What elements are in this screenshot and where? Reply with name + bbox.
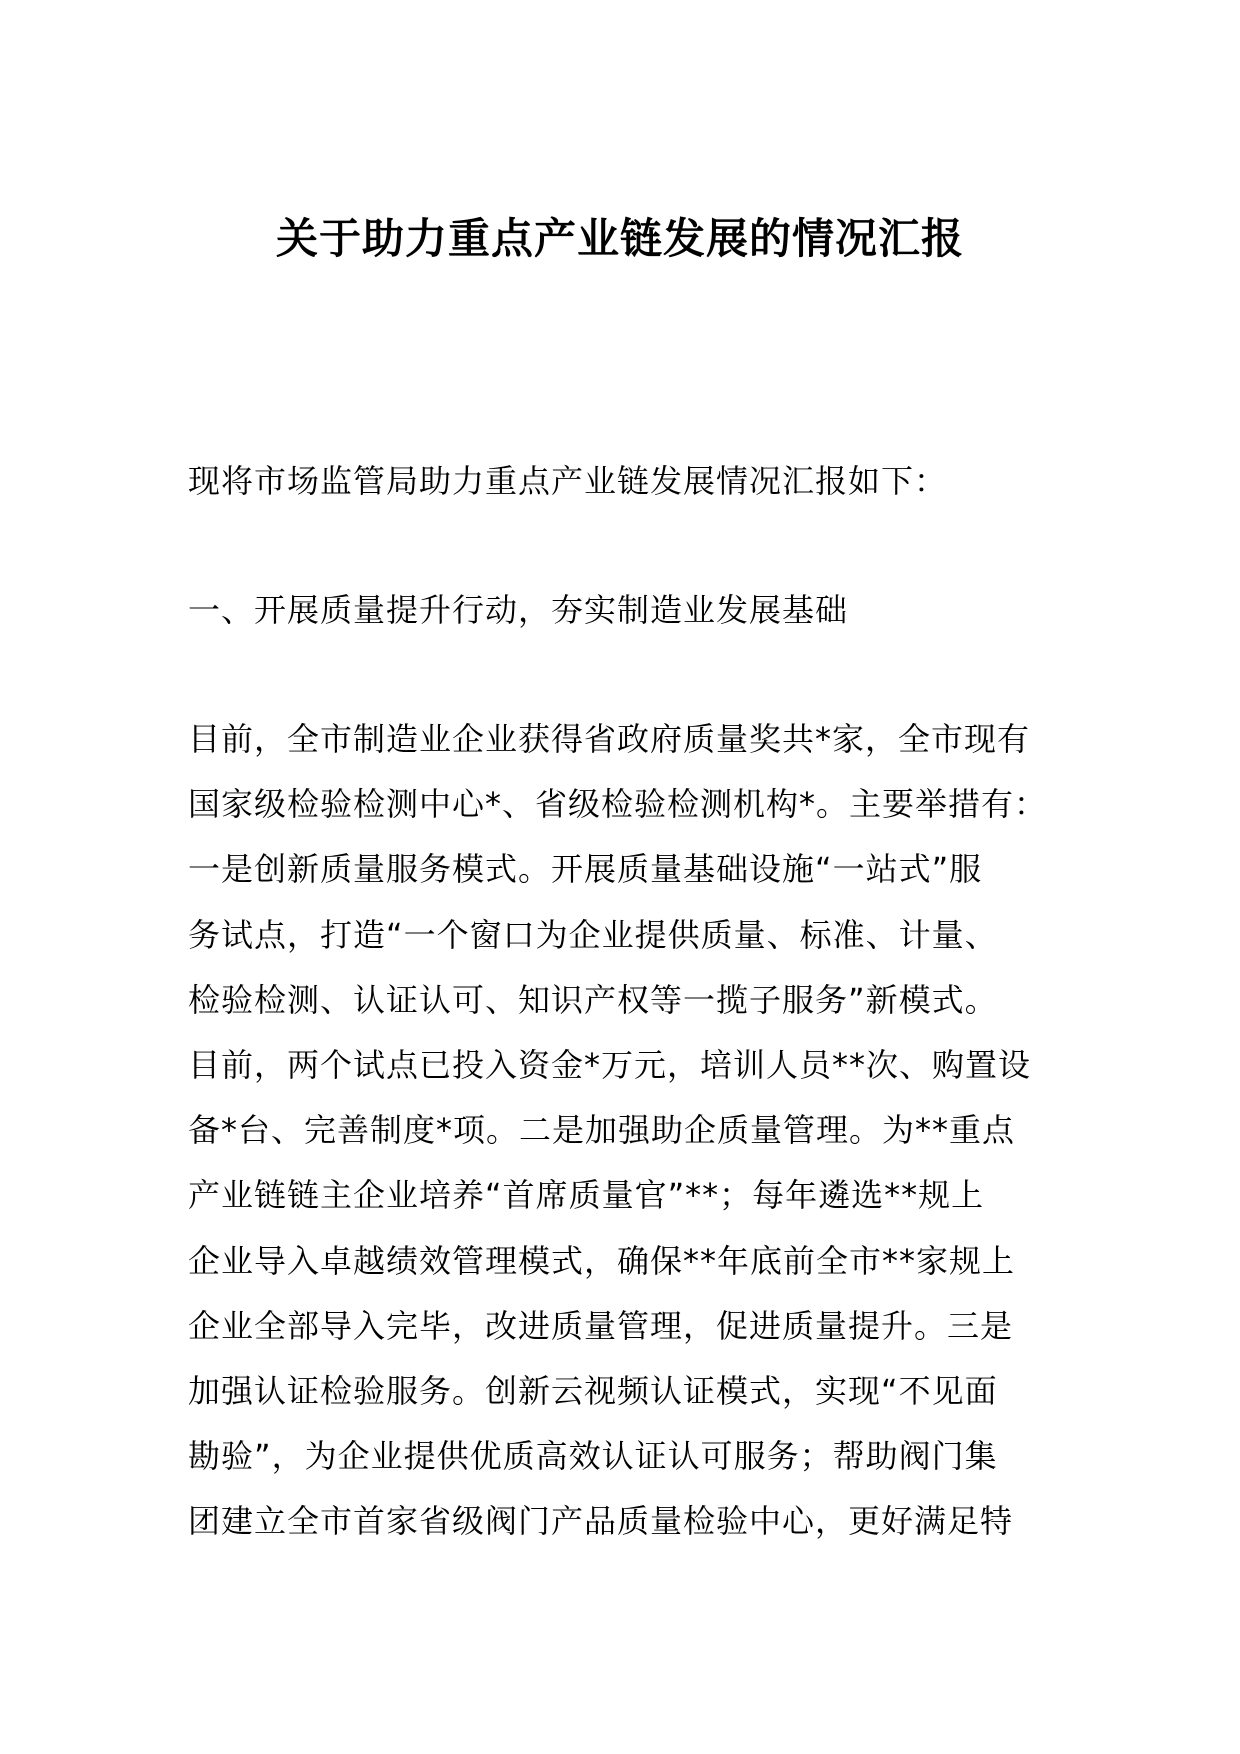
body-line: 一是创新质量服务模式。开展质量基础设施“一站式”服 — [188, 850, 983, 889]
body-line: 国家级检验检测中心*、省级检验检测机构*。主要举措有： — [188, 785, 1048, 824]
body-line: 加强认证检验服务。创新云视频认证模式，实现“不见面 — [188, 1372, 998, 1410]
body-line: 备*台、完善制度*项。二是加强助企质量管理。为**重点 — [188, 1111, 1016, 1150]
body-line: 务试点，打造“一个窗口为企业提供质量、标准、计量、 — [188, 915, 998, 954]
body-line: 目前，全市制造业企业获得省政府质量奖共*家，全市现有 — [188, 720, 1031, 758]
body-line: 勘验”，为企业提供优质高效认证认可服务；帮助阀门集 — [188, 1437, 998, 1476]
intro-paragraph: 现将市场监管局助力重点产业链发展情况汇报如下： — [188, 462, 948, 500]
body-line: 团建立全市首家省级阀门产品质量检验中心，更好满足特 — [188, 1502, 1014, 1541]
body-line: 产业链链主企业培养“首席质量官”**；每年遴选**规上 — [188, 1176, 985, 1215]
body-line: 目前，两个试点已投入资金*万元，培训人员**次、购置设 — [188, 1046, 1032, 1084]
body-line: 检验检测、认证认可、知识产权等一揽子服务”新模式。 — [188, 980, 998, 1019]
body-line: 企业全部导入完毕，改进质量管理，促进质量提升。三是 — [188, 1306, 1014, 1345]
document-title: 关于助力重点产业链发展的情况汇报 — [275, 214, 964, 263]
body-line: 企业导入卓越绩效管理模式，确保**年底前全市**家规上 — [188, 1241, 1016, 1280]
section-heading: 一、开展质量提升行动，夯实制造业发展基础 — [188, 591, 849, 629]
